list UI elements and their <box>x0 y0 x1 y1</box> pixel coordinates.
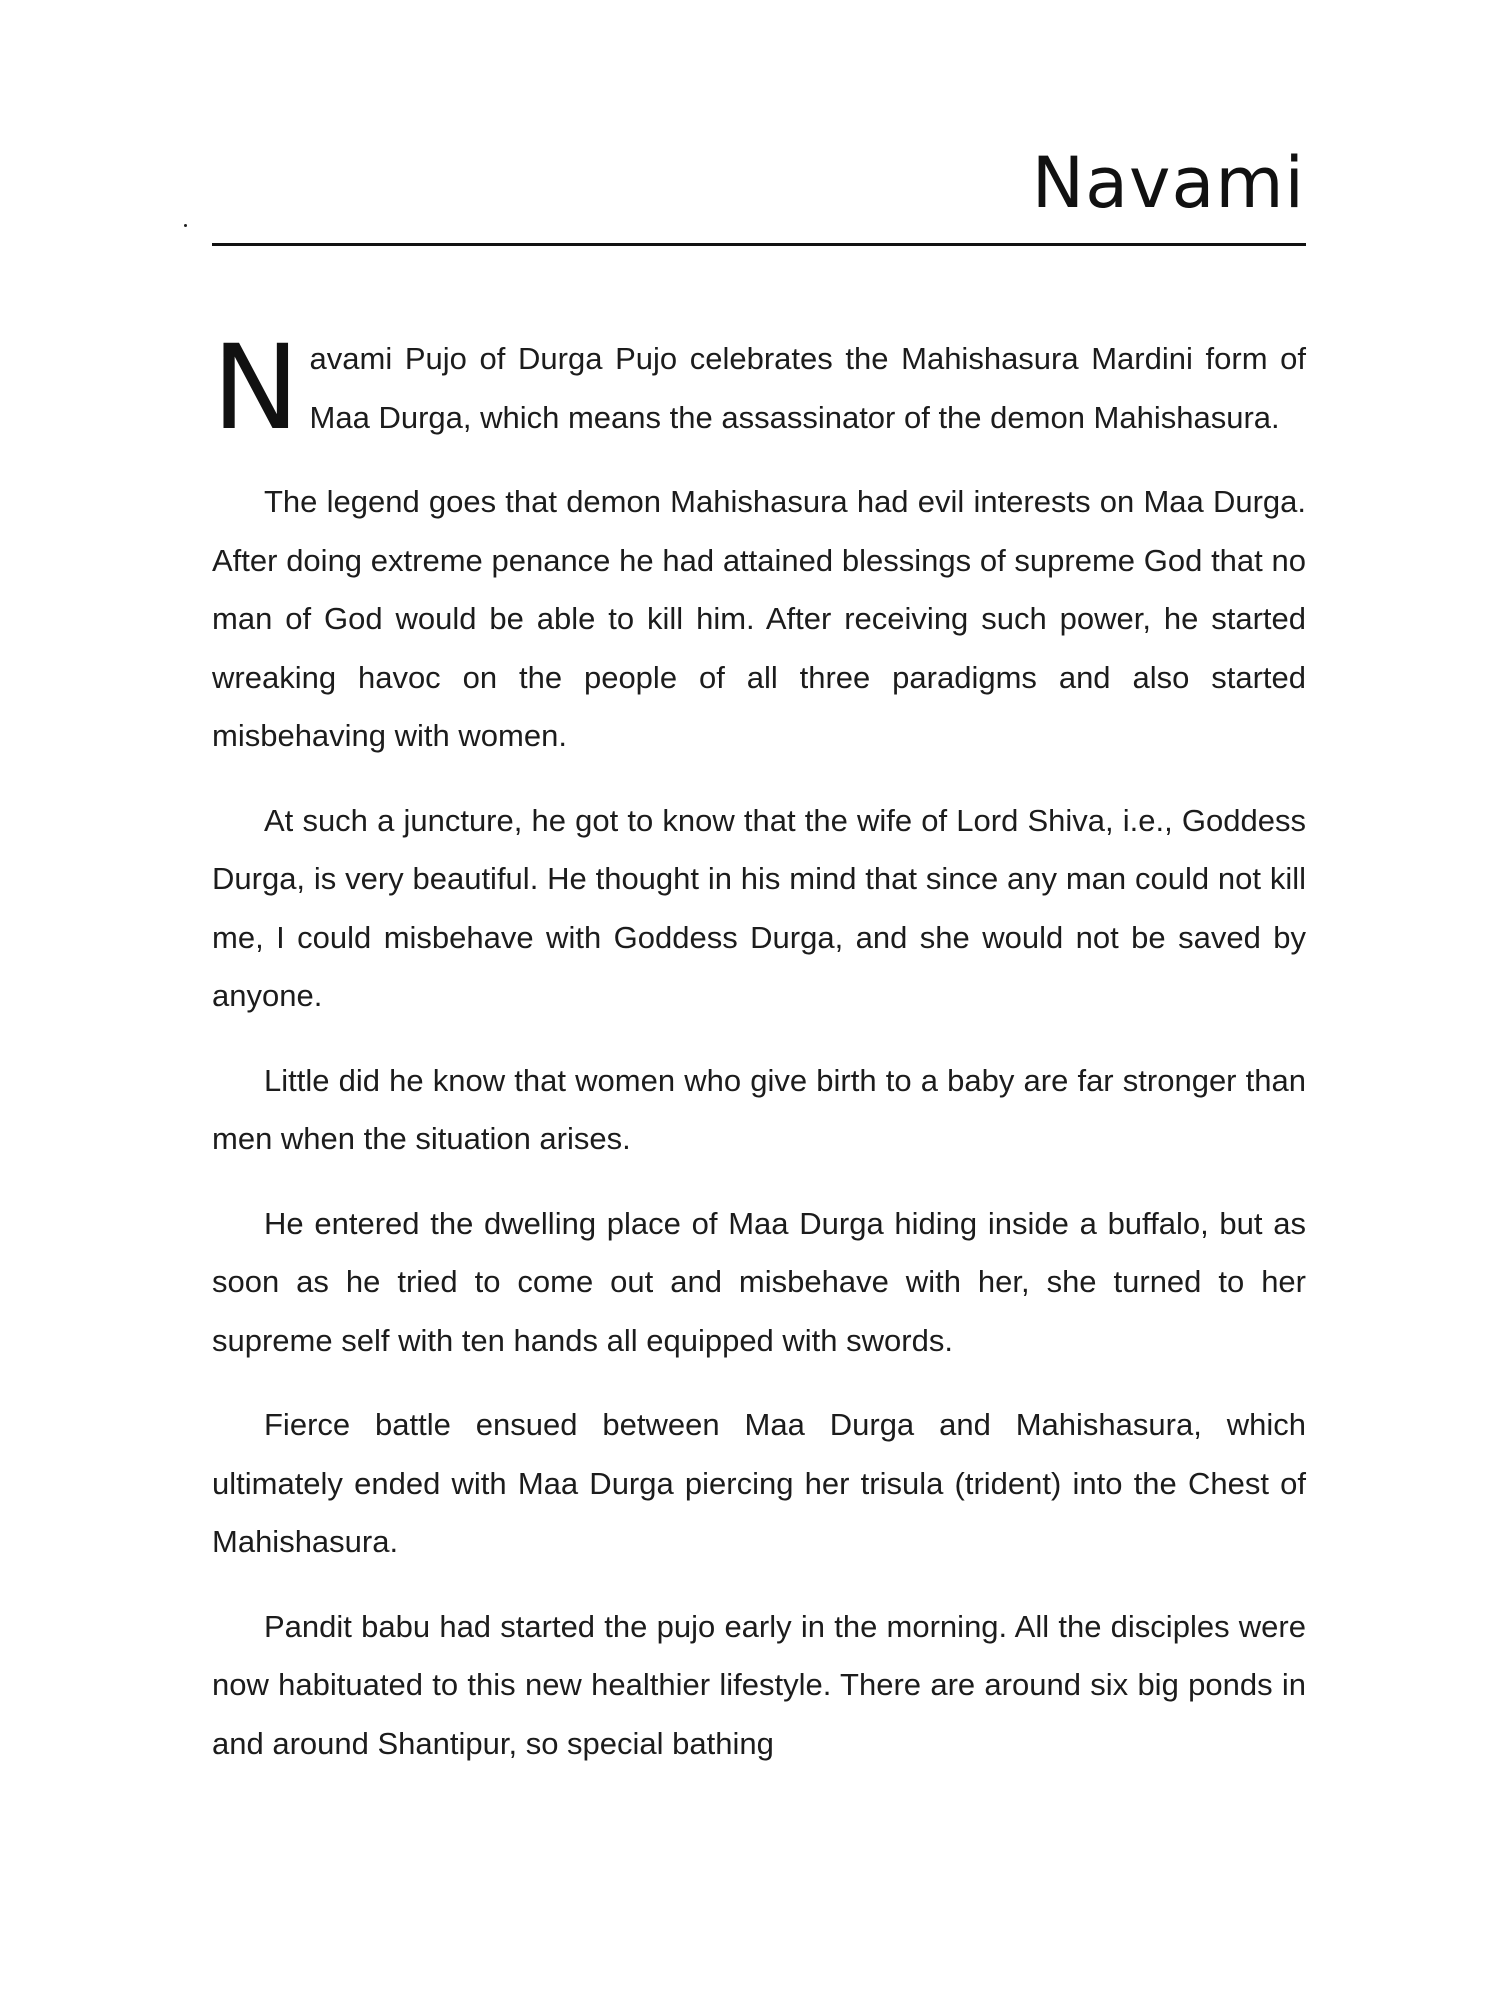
paragraph-5: He entered the dwelling place of Maa Durga hiding inside a buffalo, but as soon as he tried to come out and misbehave with her, she turned to her supreme self with ten hands all equipped with swords. <box>212 1205 1306 1358</box>
stray-mark <box>184 224 187 227</box>
paragraph-4: Little did he know that women who give birth to a baby are far stronger than men when the situation arises. <box>212 1062 1306 1156</box>
drop-cap-letter: N <box>212 319 300 456</box>
paragraph-1 <box>212 319 1306 456</box>
paragraph-1-text: avami Pujo of Durga Pujo celebrates the Mahishasura Mardini form of Maa Durga, which means the assassinator of the demon Mahishasura. <box>309 341 1306 435</box>
chapter-title: Navami <box>1031 142 1305 224</box>
paragraph-2: The legend goes that demon Mahishasura had evil interests on Maa Durga. After doing extreme penance he had attained blessings of supreme God that no man of God would be able to kill him. After receiving such power, he started wreaking havoc on the people of all three paradigms and also started misbehaving with women. <box>212 484 1306 753</box>
paragraph-7: Pandit babu had started the pujo early in the morning. All the disciples were now habituated to this new healthier lifestyle. There are around six big ponds in and around Shantipur, so special bathing <box>212 1608 1306 1761</box>
chapter-body <box>212 319 1306 1799</box>
title-underline-rule <box>212 243 1306 246</box>
paragraph-3: At such a juncture, he got to know that the wife of Lord Shiva, i.e., Goddess Durga, is very beautiful. He thought in his mind that since any man could not kill me, I could misbehave with Goddess Durga, and she would not be saved by anyone. <box>212 802 1306 1013</box>
paragraph-6: Fierce battle ensued between Maa Durga and Mahishasura, which ultimately ended with Maa Durga piercing her trisula (trident) into the Chest of Mahishasura. <box>212 1407 1306 1559</box>
